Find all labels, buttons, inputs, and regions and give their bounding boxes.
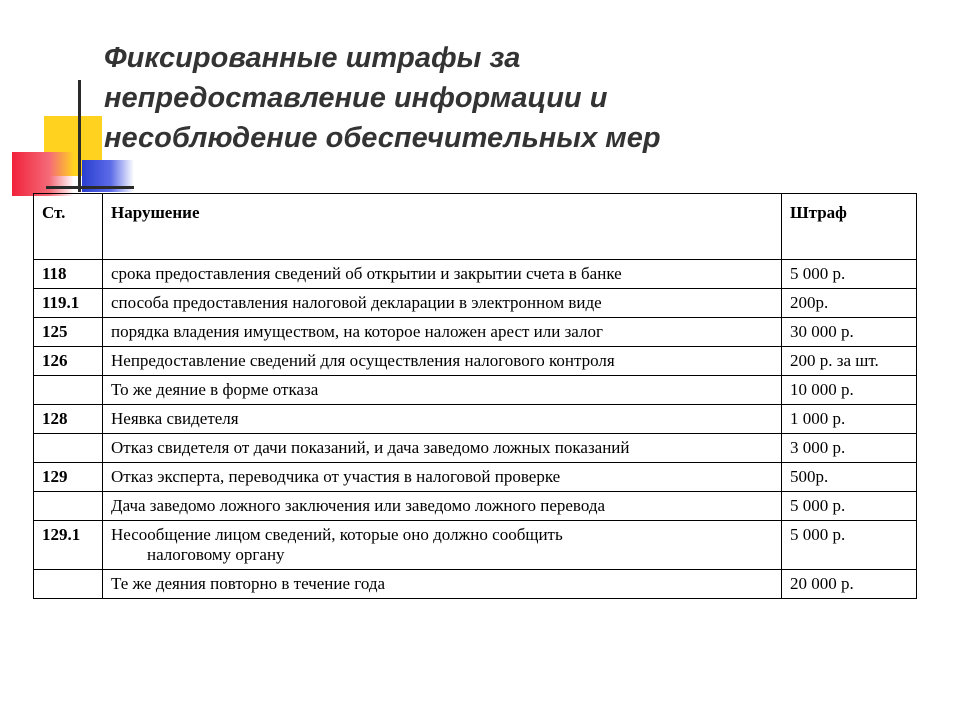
violation-text-continuation: налоговому органу: [147, 545, 285, 564]
fine-cell: 10 000 р.: [782, 376, 917, 405]
article-cell: 118: [34, 260, 103, 289]
fine-cell: 500р.: [782, 463, 917, 492]
violation-text: Непредоставление сведений для осуществления налогового контроля: [111, 351, 615, 370]
article-cell: [34, 570, 103, 599]
table-row: [34, 570, 917, 599]
decor-red-square: [12, 152, 74, 196]
table-header-row: [34, 194, 917, 260]
article-cell: 126: [34, 347, 103, 376]
violation-text: Отказ эксперта, переводчика от участия в налоговой проверке: [111, 467, 561, 486]
title-line: Фиксированные штрафы за: [104, 42, 521, 74]
violation-text: То же деяние в форме отказа: [111, 380, 319, 399]
violation-text: срока предоставления сведений об открытии и закрытии счета в банке: [111, 264, 622, 283]
table-row: [34, 492, 917, 521]
decor-horizontal-line: [46, 186, 134, 189]
violation-cell: [103, 521, 782, 570]
table-row: [34, 260, 917, 289]
violation-cell: [103, 492, 782, 521]
table-row: [34, 521, 917, 570]
violation-cell: [103, 260, 782, 289]
table-row: [34, 376, 917, 405]
fines-table: [33, 193, 917, 599]
fine-cell: 20 000 р.: [782, 570, 917, 599]
article-cell: 125: [34, 318, 103, 347]
table-row: [34, 289, 917, 318]
violation-cell: [103, 289, 782, 318]
article-cell: 119.1: [34, 289, 103, 318]
article-cell: 129.1: [34, 521, 103, 570]
violation-cell: [103, 434, 782, 463]
violation-text: Те же деяния повторно в течение года: [111, 574, 386, 593]
article-cell: [34, 434, 103, 463]
violation-cell: [103, 405, 782, 434]
fine-cell: 5 000 р.: [782, 521, 917, 570]
table-row: [34, 405, 917, 434]
decor-vertical-line: [78, 80, 81, 192]
header-violation: Нарушение: [103, 194, 782, 260]
table-row: [34, 463, 917, 492]
violation-text: Неявка свидетеля: [111, 409, 239, 428]
header-fine: Штраф: [782, 194, 917, 260]
violation-text: Дача заведомо ложного заключения или заведомо ложного перевода: [111, 496, 606, 515]
violation-text: Несообщение лицом сведений, которые оно должно сообщить: [111, 525, 563, 544]
table-row: [34, 347, 917, 376]
violation-text: Отказ свидетеля от дачи показаний, и дача заведомо ложных показаний: [111, 438, 630, 457]
header-article: Ст.: [34, 194, 103, 260]
fine-cell: 5 000 р.: [782, 492, 917, 521]
violation-cell: [103, 347, 782, 376]
article-cell: 129: [34, 463, 103, 492]
violation-cell: [103, 376, 782, 405]
fine-cell: 200р.: [782, 289, 917, 318]
article-cell: [34, 492, 103, 521]
fine-cell: 200 р. за шт.: [782, 347, 917, 376]
fine-cell: 3 000 р.: [782, 434, 917, 463]
violation-text: порядка владения имуществом, на которое наложен арест или залог: [111, 322, 603, 341]
fine-cell: 1 000 р.: [782, 405, 917, 434]
table-row: [34, 318, 917, 347]
violation-cell: [103, 463, 782, 492]
violation-cell: [103, 318, 782, 347]
fine-cell: 5 000 р.: [782, 260, 917, 289]
violation-text: способа предоставления налоговой декларации в электронном виде: [111, 293, 602, 312]
title-line: несоблюдение обеспечительных мер: [104, 122, 661, 154]
article-cell: [34, 376, 103, 405]
table-row: [34, 434, 917, 463]
title-line: непредоставление информации и: [104, 82, 608, 114]
fine-cell: 30 000 р.: [782, 318, 917, 347]
violation-cell: [103, 570, 782, 599]
slide-title: [104, 38, 924, 158]
article-cell: 128: [34, 405, 103, 434]
